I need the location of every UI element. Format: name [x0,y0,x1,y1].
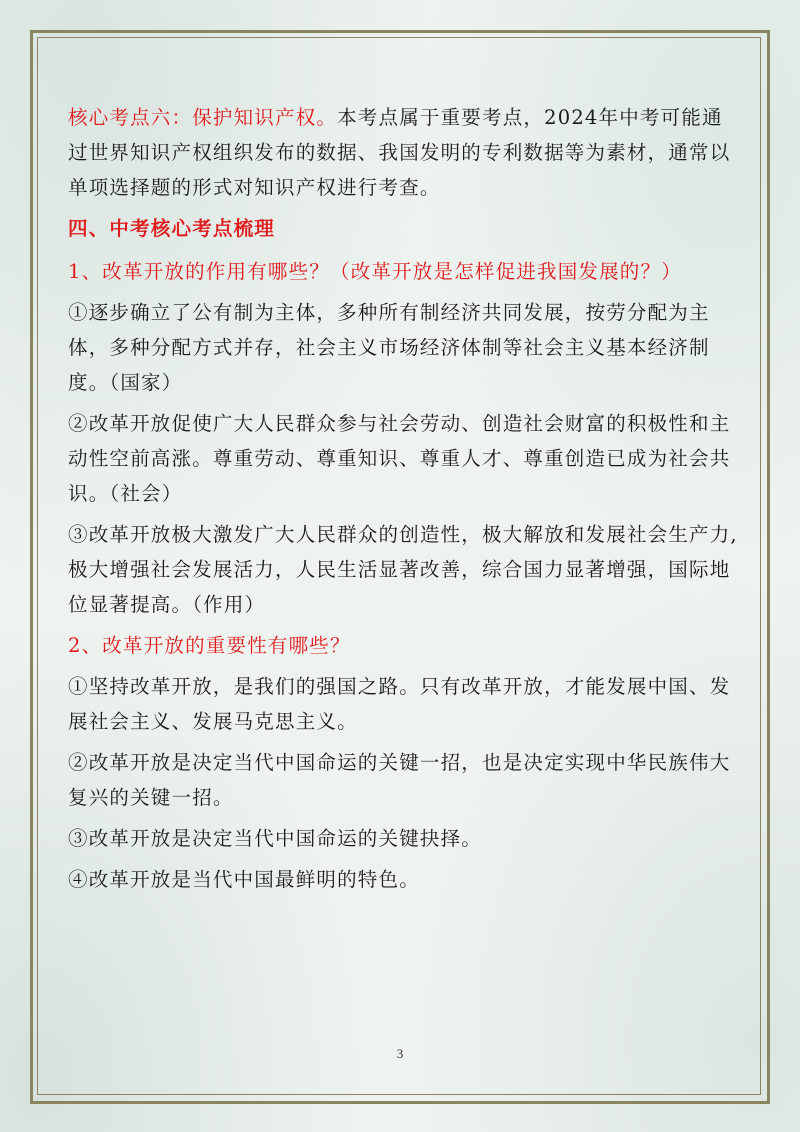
core-point-six-body: 本考点属于重要考点，2024年中考可能通过世界知识产权组织发布的数据、我国发明的专利数据等为素材，通常以单项选择题的形式对知识产权进行考查。 [68,106,731,199]
question-1-item: ①逐步确立了公有制为主体，多种所有制经济共同发展，按劳分配为主体，多种分配方式并存，社会主义市场经济体制等社会主义基本经济制度。（国家） [68,301,710,394]
question-2-item: ④改革开放是当代中国最鲜明的特色。 [68,868,420,891]
question-1-title: 1、改革开放的作用有哪些？（改革开放是怎样促进我国发展的？） [68,260,682,283]
core-point-six-paragraph [68,100,738,205]
page-number: 3 [396,1046,404,1061]
section-heading: 四、中考核心考点梳理 [68,217,276,240]
core-point-six-label: 核心考点六：保护知识产权。 [68,106,338,129]
document-body [68,100,738,903]
question-1-item: ③改革开放极大激发广大人民群众的创造性，极大解放和发展社会生产力,极大增强社会发展活力，人民生活显著改善，综合国力显著增强，国际地位显著提高。（作用） [68,523,738,616]
question-1-item: ②改革开放促使广大人民群众参与社会劳动、创造社会财富的积极性和主动性空前高涨。尊重劳动、尊重知识、尊重人才、尊重创造已成为社会共识。（社会） [68,412,731,505]
question-2-item: ③改革开放是决定当代中国命运的关键抉择。 [68,827,483,850]
question-2-title: 2、改革开放的重要性有哪些？ [68,634,351,657]
question-2-item: ①坚持改革开放，是我们的强国之路。只有改革开放，才能发展中国、发展社会主义、发展马克思主义。 [68,675,731,733]
question-2-item: ②改革开放是决定当代中国命运的关键一招，也是决定实现中华民族伟大复兴的关键一招。 [68,751,731,809]
